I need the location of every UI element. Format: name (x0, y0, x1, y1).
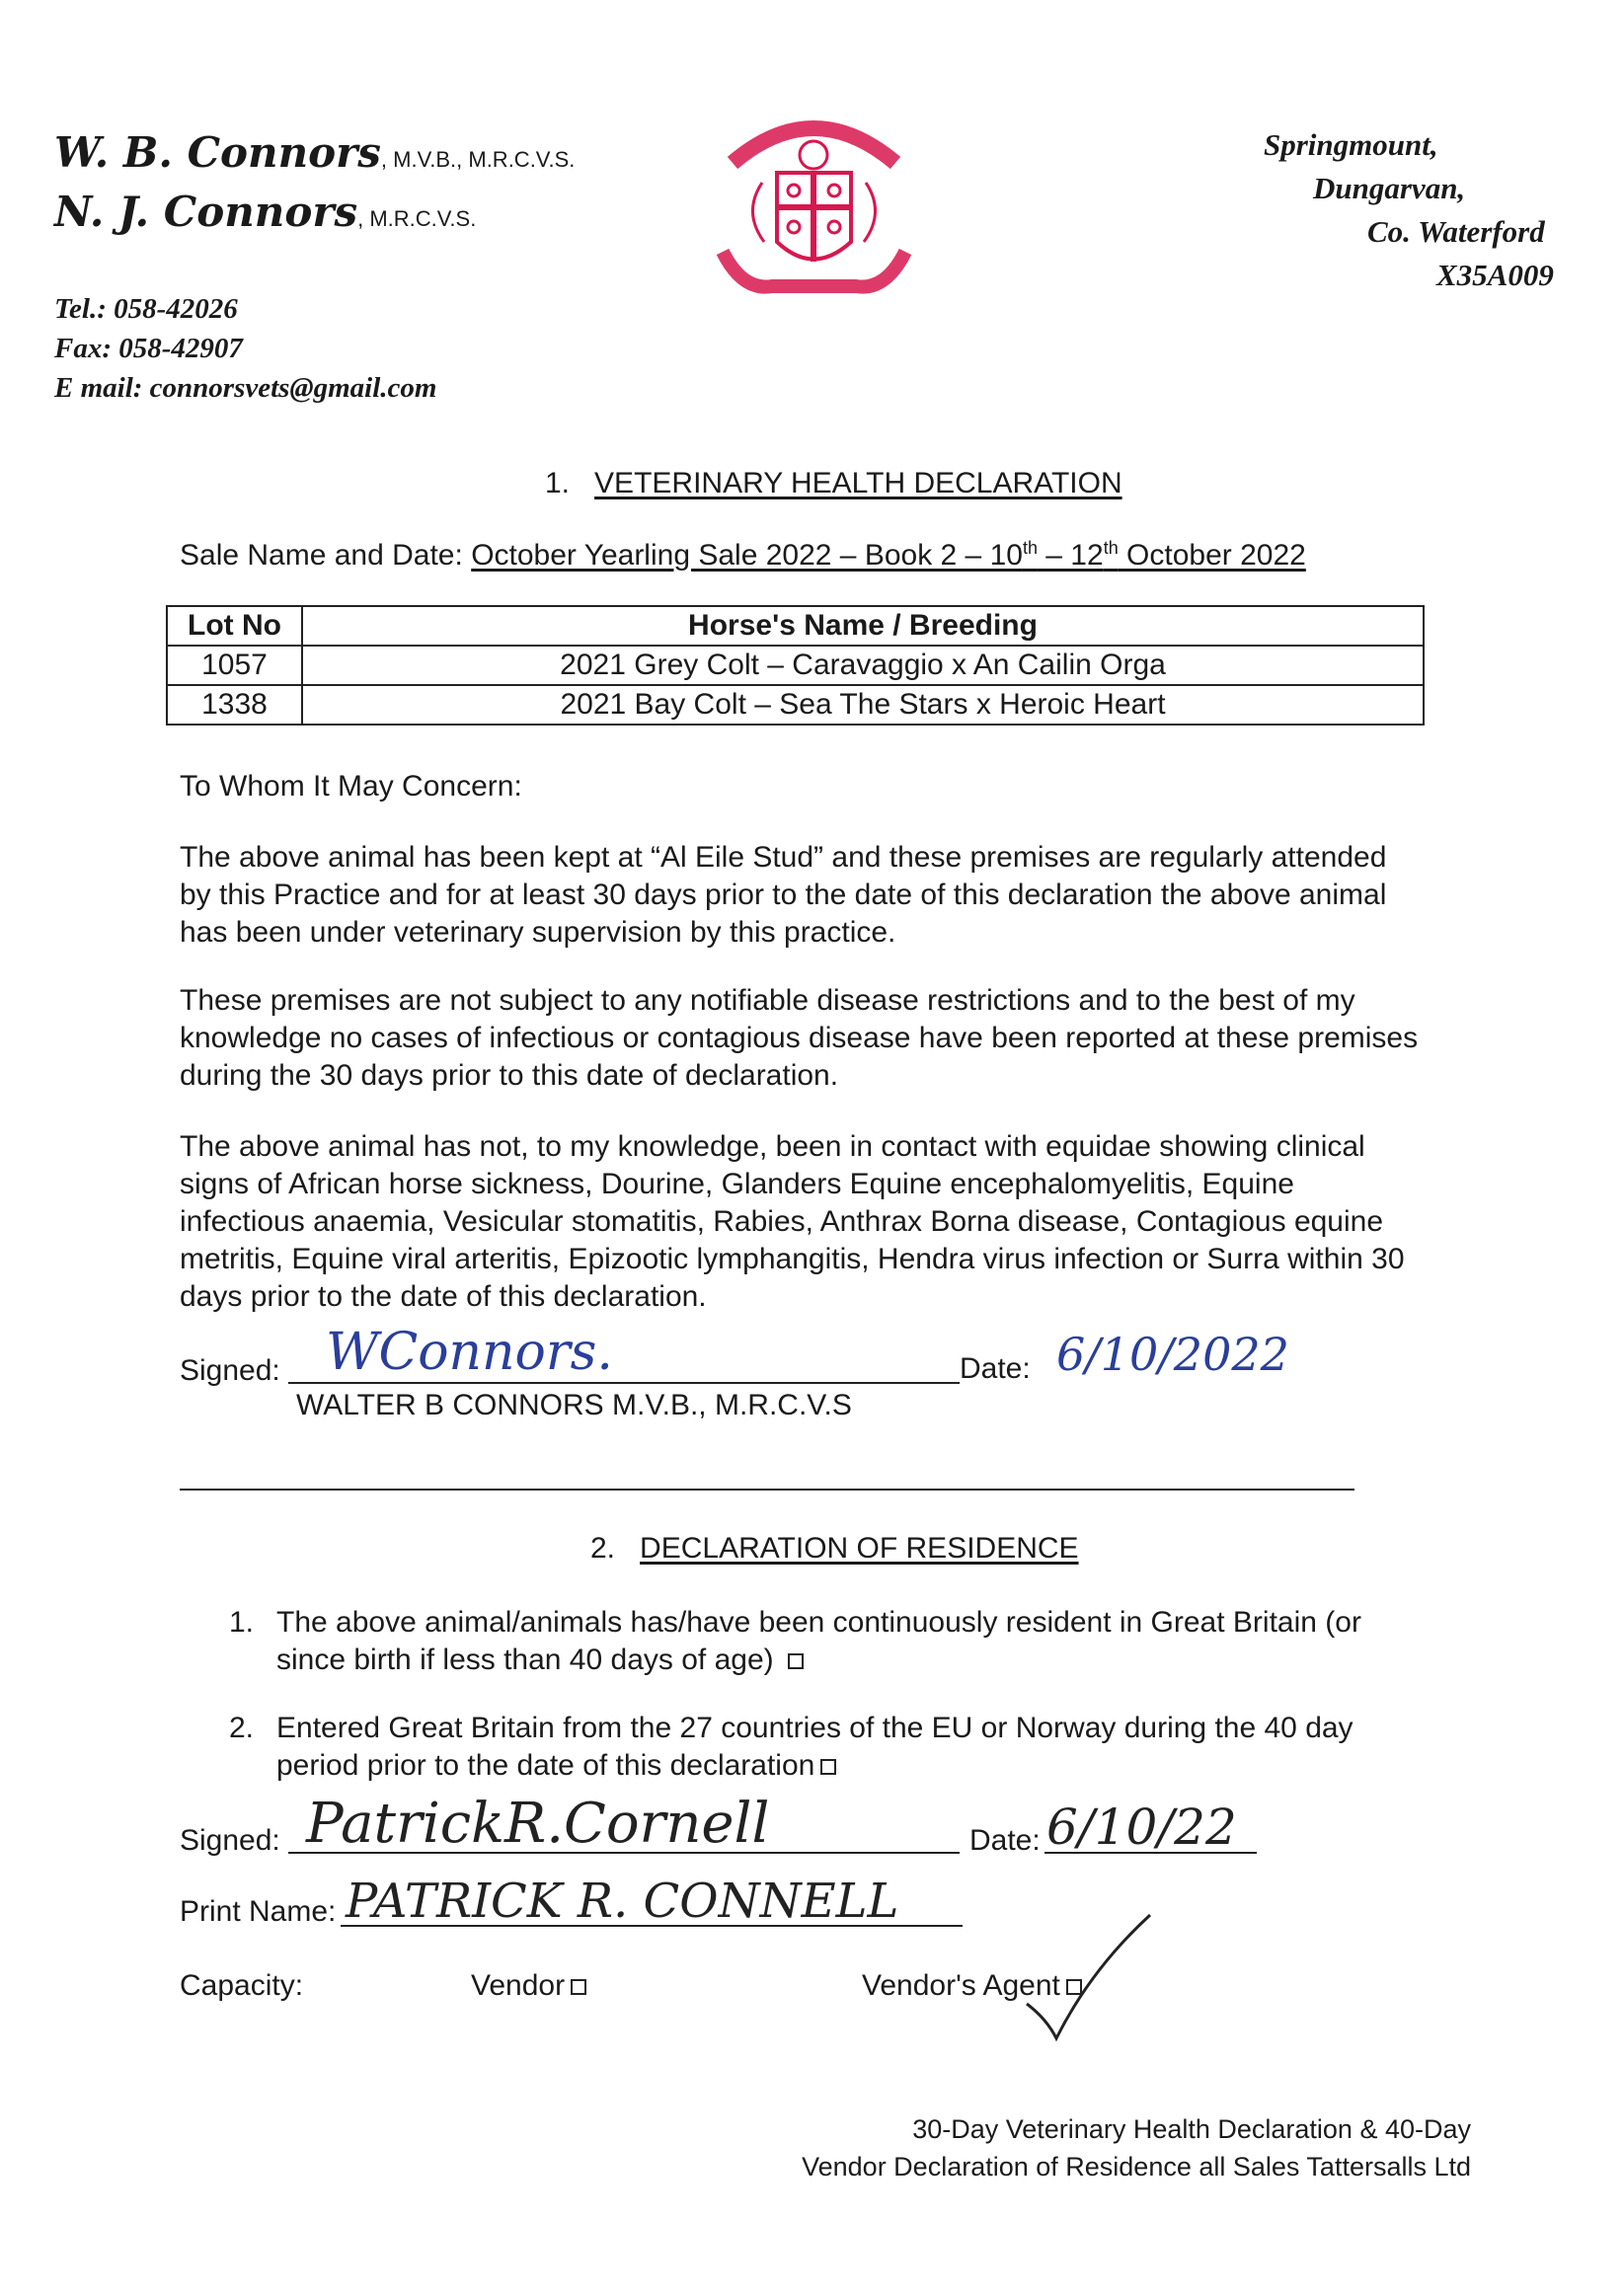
table-header-horse: Horse's Name / Breeding (302, 606, 1424, 646)
vet1-name: W. B. Connors (54, 128, 381, 177)
crest-icon (703, 104, 925, 311)
signature-2: PatrickR.Cornell (306, 1792, 770, 1856)
print-name-handwritten: PATRICK R. CONNELL (346, 1874, 899, 1929)
tel: Tel.: 058-42026 (54, 293, 238, 325)
date-label-2: Date: (969, 1824, 1041, 1857)
vendor-label: Vendor (471, 1969, 566, 2002)
section-divider (180, 1489, 1354, 1491)
vet1-line (54, 128, 647, 188)
vet2-quals: , M.R.C.V.S. (357, 206, 477, 231)
agent-label: Vendor's Agent (862, 1969, 1060, 2002)
section1-number: 1. (545, 467, 571, 499)
signatory-name: WALTER B CONNORS M.V.B., M.R.C.V.S (296, 1389, 852, 1421)
horse-breeding: 2021 Bay Colt – Sea The Stars x Heroic Heart (302, 685, 1424, 725)
signed-label-1: Signed: (180, 1354, 280, 1387)
residence-item-1 (229, 1604, 1414, 1679)
capacity-label: Capacity: (180, 1969, 304, 2002)
lot-table (166, 605, 1425, 726)
paragraph-2: These premises are not subject to any notifiable disease restrictions and to the best of my knowledge no cases of infectious or contagious disease have been reported at these premises during the 30 days prior to this date of declaration. (180, 984, 1419, 1092)
date-handwritten-2: 6/10/22 (1046, 1799, 1237, 1856)
address-line-4: X35A009 (1436, 258, 1554, 292)
paragraph-3: The above animal has not, to my knowledge, been in contact with equidae showing clinical signs of African horse sickness, Dourine, Glanders Equine encephalomyelitis, Equine infectious anaemia, Vesicular stomatitis, Rabies, Anthrax Borna disease, Contagious equine metritis, Equine viral arteritis, Epizootic lymphangitis, Hendra virus infection or Surra within 30 days prior to the date of this declaration. (180, 1130, 1405, 1313)
address-block (1185, 123, 1580, 297)
footer-line-2: Vendor Declaration of Residence all Sales Tattersalls Ltd (802, 2152, 1471, 2181)
address-line-2: Dungarvan, (1313, 171, 1466, 205)
vendor-option (471, 1967, 586, 2005)
vet2-name: N. J. Connors (54, 188, 358, 236)
section2-title: DECLARATION OF RESIDENCE (640, 1532, 1079, 1565)
signature-1: WConnors. (326, 1323, 613, 1382)
section2-heading (590, 1532, 1079, 1566)
date-handwritten-1: 6/10/2022 (1056, 1328, 1289, 1381)
vet1-quals: , M.V.B., M.R.C.V.S. (380, 147, 576, 172)
contact-block (54, 289, 436, 408)
item2-text: Entered Great Britain from the 27 countries of the EU or Norway during the 40 day period prior to the date of this declaration (276, 1712, 1353, 1782)
sale-label: Sale Name and Date: (180, 539, 463, 572)
footer-line-1: 30-Day Veterinary Health Declaration & 40-Day (912, 2114, 1471, 2144)
email: E mail: connorsvets@gmail.com (54, 372, 437, 404)
salutation: To Whom It May Concern: (180, 770, 522, 803)
table-header-lot: Lot No (167, 606, 302, 646)
footer (691, 2110, 1471, 2185)
print-name-label: Print Name: (180, 1895, 337, 1928)
section1-heading (545, 467, 1122, 500)
fax: Fax: 058-42907 (54, 333, 243, 364)
table-row (167, 646, 1424, 685)
vendor-checkbox[interactable] (571, 1979, 586, 1995)
address-line-3: Co. Waterford (1367, 214, 1545, 249)
table-header-row (167, 606, 1424, 646)
item2-number: 2. (229, 1712, 255, 1744)
letterhead-left (54, 128, 647, 247)
item1-text: The above animal/animals has/have been continuously resident in Great Britain (or since birth if less than 40 days of age) (276, 1606, 1361, 1676)
residence-item-2 (229, 1710, 1414, 1785)
paragraph-1: The above animal has been kept at “Al Eile Stud” and these premises are regularly attended by this Practice and for at least 30 days prior to the date of this declaration the above animal has been under veterinary supervision by this practice. (180, 841, 1387, 949)
item1-number: 1. (229, 1606, 255, 1639)
date-label-1: Date: (960, 1352, 1031, 1385)
signature-line-1 (288, 1382, 960, 1384)
crest-logo (703, 104, 925, 311)
horse-breeding: 2021 Grey Colt – Caravaggio x An Cailin Orga (302, 646, 1424, 685)
sale-value: October Yearling Sale 2022 – Book 2 – 10th – 12th October 2022 (471, 538, 1306, 572)
agent-check-mark (1022, 1910, 1160, 2048)
signed-label-2: Signed: (180, 1824, 280, 1857)
table-row (167, 685, 1424, 725)
item1-checkbox[interactable] (788, 1653, 804, 1669)
lot-number: 1057 (167, 646, 302, 685)
vet2-line (54, 188, 647, 247)
item2-checkbox[interactable] (820, 1759, 836, 1775)
lot-number: 1338 (167, 685, 302, 725)
section1-title: VETERINARY HEALTH DECLARATION (594, 467, 1122, 499)
section2-number: 2. (590, 1532, 616, 1565)
address-line-1: Springmount, (1264, 127, 1438, 162)
sale-line (180, 539, 1306, 573)
